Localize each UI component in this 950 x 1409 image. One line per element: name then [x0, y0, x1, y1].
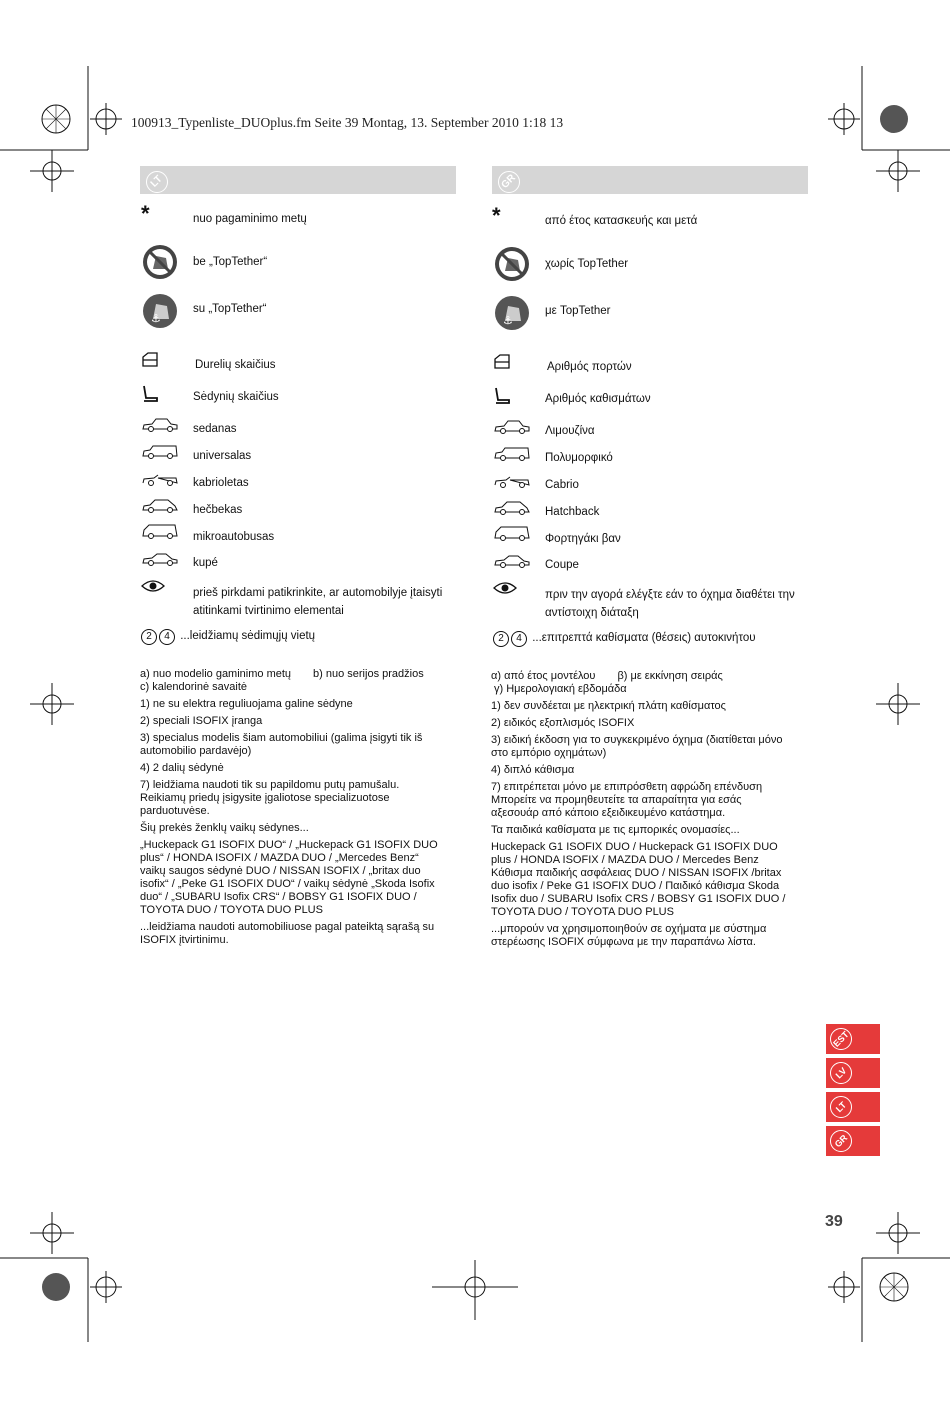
gr-cabrio: Cabrio: [545, 479, 579, 491]
svg-text:⚓: ⚓: [151, 312, 161, 325]
hatchback-icon: [142, 498, 178, 514]
gr-without-toptether: χωρίς TopTether: [545, 258, 629, 270]
circled-number: 2: [493, 631, 509, 647]
gr-note-a: α) από έτος μοντέλου: [491, 670, 596, 682]
lt-notes: [140, 668, 440, 951]
estate-icon: [142, 444, 178, 460]
hatchback-icon: [494, 500, 530, 516]
lt-note-1: 1) ne su elektra reguliuojama galine sėdyne: [140, 698, 353, 710]
lt-from-year: nuo pagaminimo metų: [193, 213, 307, 225]
eye-icon: [141, 579, 165, 593]
seat-icon: [493, 387, 511, 405]
lt-brand-intro: Šių prekės ženklų vaikų sėdynes...: [140, 822, 309, 834]
coupe-icon: [142, 551, 178, 567]
lt-seats-allowed-row: [141, 629, 315, 645]
toptether-icon: [142, 293, 178, 329]
gr-brands: Huckepack G1 ISOFIX DUO / Huckepack G1 ISOFIX DUO plus / HONDA ISOFIX / MAZDA DUO / Mercedes Benz Κάθισμα παιδικής ασφάλειας DUO / NISSAN ISOFIX /britax duo isofix / Peke G1 ISOFIX DUO / Παιδικό κάθισμα Skoda Isofix duo / SUBARU Isofix CRS / BOBSY G1 ISOFIX DUO / TOYOTA DUO / TOYOTA DUO PLUS: [491, 841, 786, 918]
estate-icon: [494, 446, 530, 462]
language-tab-lv[interactable]: [826, 1058, 880, 1088]
language-tab-label: GR: [825, 1125, 856, 1156]
page-number: 39: [825, 1213, 843, 1230]
door-icon: [141, 352, 159, 368]
lt-check-line1: prieš pirkdami patikrinkite, ar automobilyje įtaisyti: [193, 587, 443, 599]
language-tab-est[interactable]: [826, 1024, 880, 1054]
gr-note-7: 7) επιτρέπεται μόνο με επιπρόσθετη αφρώδη επένδυση Μπορείτε να προμηθευτείτε τα απαραίτητα για εσάς αξεσουάρ από κάποιο εξειδικευμένο κατάστημα.: [491, 781, 763, 819]
circled-number: 4: [159, 629, 175, 645]
gr-note-b: β) με εκκίνηση σειράς: [617, 670, 723, 682]
no-toptether-icon: [142, 244, 178, 280]
no-toptether-icon: [494, 246, 530, 282]
lt-sedan: sedanas: [193, 423, 237, 435]
lt-hatchback: hečbekas: [193, 504, 243, 516]
language-tab-gr[interactable]: [826, 1126, 880, 1156]
coupe-icon: [494, 553, 530, 569]
gr-note-c: γ) Ημερολογιακή εβδομάδα: [494, 683, 627, 695]
gr-header-band: [492, 166, 808, 194]
lt-doors: Durelių skaičius: [195, 359, 276, 371]
gr-doors: Αριθμός πορτών: [547, 361, 632, 373]
eye-icon: [493, 581, 517, 595]
lt-seats: Sėdynių skaičius: [193, 391, 279, 403]
gr-check-line1: πριν την αγορά ελέγξτε εάν το όχημα διαθέτει την: [545, 589, 795, 601]
lt-brands: „Huckepack G1 ISOFIX DUO“ / „Huckepack G1 ISOFIX DUO plus“ / HONDA ISOFIX / MAZDA DUO / „Mercedes Benz“ vaikų saugos sėdynė DUO / NISSAN ISOFIX / „britax duo isofix“ / „Peke G1 ISOFIX DUO“ / vaikų sėdynė „Skoda Isofix duo“ / „SUBARU Isofix CRS“ / BOBSY G1 ISOFIX DUO / TOYOTA DUO / TOYOTA DUO PLUS: [140, 839, 438, 916]
file-header: 100913_Typenliste_DUOplus.fm Seite 39 Montag, 13. September 2010 1:18 13: [131, 115, 564, 130]
language-tab-label: LV: [825, 1057, 856, 1088]
lt-van: mikroautobusas: [193, 531, 275, 543]
gr-note-2: 2) ειδικός εξοπλισμός ISOFIX: [491, 717, 635, 729]
circled-number: 4: [511, 631, 527, 647]
gr-estate: Πολυμορφικό: [545, 452, 613, 464]
door-icon: [493, 354, 511, 370]
gr-note-3: 3) ειδική έκδοση για το συγκεκριμένο όχημα (διατίθεται μόνο στο εμπόριο οχημάτων): [491, 734, 783, 759]
lt-coupe: kupé: [193, 557, 218, 569]
lt-language-tag: LT: [141, 166, 172, 197]
lt-note-b: b) nuo serijos pradžios: [313, 668, 424, 680]
gr-from-year: από έτος κατασκευής και μετά: [545, 215, 698, 227]
lt-closing: ...leidžiama naudoti automobiliuose pagal pateiktą sąrašą su ISOFIX įtvirtinimu.: [140, 921, 435, 946]
lt-without-toptether: be „TopTether“: [193, 256, 268, 268]
gr-language-tag: GR: [493, 166, 524, 197]
language-tab-label: LT: [825, 1091, 856, 1122]
lt-note-2: 2) speciali ISOFIX įranga: [140, 715, 263, 727]
gr-hatchback: Hatchback: [545, 506, 600, 518]
gr-seats-allowed: ...επιτρεπτά καθίσματα (θέσεις) αυτοκινήτου: [532, 632, 756, 644]
lt-note-7: 7) leidžiama naudoti tik su papildomu putų pamušalu. Reikiamų priedų įsigysite įgaliotose specializuotose parduotuvėse.: [140, 779, 400, 817]
gr-van: Φορτηγάκι βαν: [545, 533, 621, 545]
gr-notes: [491, 670, 791, 953]
gr-seats-allowed-row: [493, 631, 756, 647]
cabrio-icon: [494, 473, 530, 489]
lt-note-c: c) kalendorinė savaitė: [140, 681, 248, 693]
gr-brand-intro: Τα παιδικά καθίσματα με τις εμπορικές ονομασίες...: [491, 824, 740, 836]
lt-note-a: a) nuo modelio gaminimo metų: [140, 668, 292, 680]
van-icon: [142, 524, 178, 540]
toptether-icon: [494, 295, 530, 331]
gr-note-1: 1) δεν συνδέεται με ηλεκτρική πλάτη καθίσματος: [491, 700, 726, 712]
lt-asterisk: *: [141, 201, 150, 226]
gr-asterisk: *: [492, 203, 501, 228]
gr-seats: Αριθμός καθισμάτων: [545, 393, 651, 405]
seat-icon: [141, 385, 159, 403]
lt-note-4: 4) 2 dalių sėdynė: [140, 762, 224, 774]
lt-check-line2: atitinkami tvirtinimo elementai: [193, 605, 344, 617]
lt-note-3: 3) specialus modelis šiam automobiliui (galima įsigyti tik iš automobilio pardavėjo): [140, 732, 423, 757]
cabrio-icon: [142, 471, 178, 487]
sedan-icon: [142, 417, 178, 433]
language-tab-label: EST: [825, 1023, 856, 1054]
sedan-icon: [494, 419, 530, 435]
gr-check-line2: αντίστοιχη διάταξη: [545, 607, 639, 619]
circled-number: 2: [141, 629, 157, 645]
van-icon: [494, 526, 530, 542]
lt-cabrio: kabrioletas: [193, 477, 249, 489]
lt-with-toptether: su „TopTether“: [193, 303, 267, 315]
language-tab-lt[interactable]: [826, 1092, 880, 1122]
gr-with-toptether: με TopTether: [545, 305, 611, 317]
lt-header-band: [140, 166, 456, 194]
gr-note-4: 4) διπλό κάθισμα: [491, 764, 575, 776]
gr-closing: ...μπορούν να χρησιμοποιηθούν σε οχήματα με σύστημα στερέωσης ISOFIX σύμφωνα με την παραπάνω λίστα.: [491, 923, 767, 948]
gr-sedan: Λιμουζίνα: [545, 425, 595, 437]
gr-coupe: Coupe: [545, 559, 579, 571]
lt-estate: universalas: [193, 450, 252, 462]
svg-text:⚓: ⚓: [503, 314, 513, 327]
lt-seats-allowed: ...leidžiamų sėdimųjų vietų: [180, 630, 316, 642]
